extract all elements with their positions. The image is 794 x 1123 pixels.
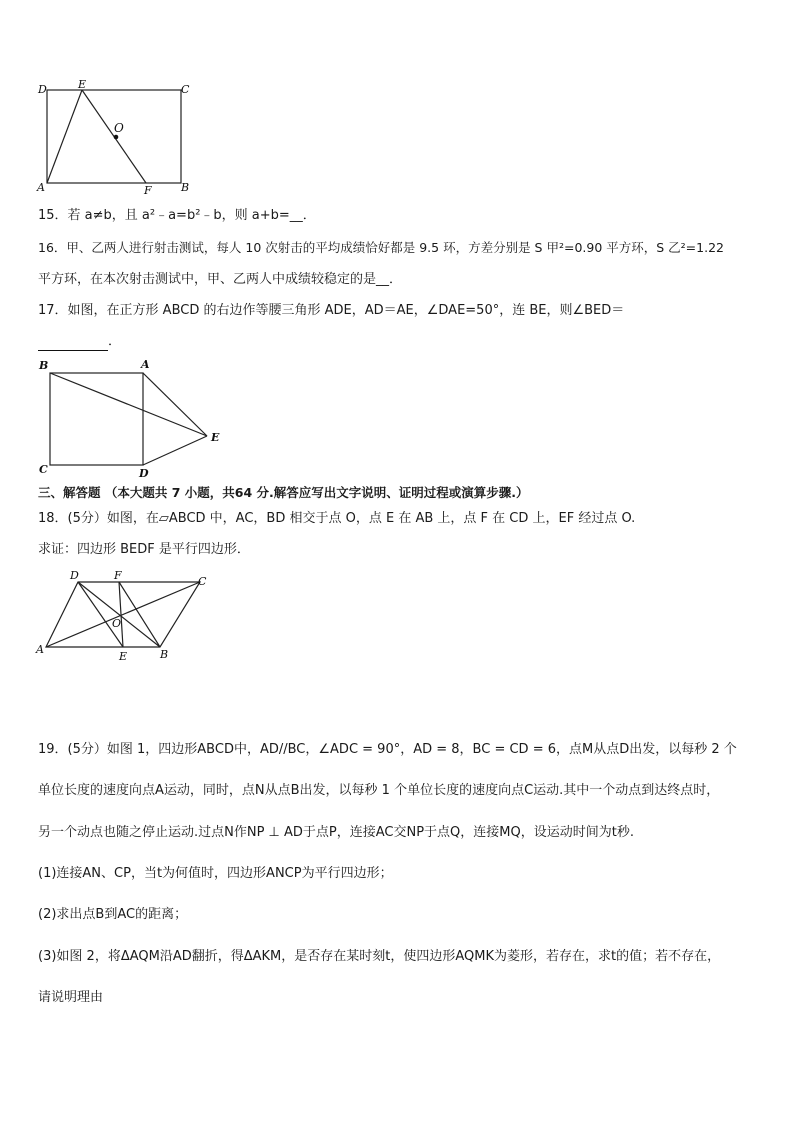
question-19-line3: 另一个动点也随之停止运动.过点N作NP ⊥ AD于点P，连接AC交NP于点Q，连接MQ，设运动时间为t秒. — [38, 825, 634, 840]
label-C: C — [181, 83, 190, 96]
label-A: A — [36, 643, 44, 656]
label-B: B — [39, 359, 49, 372]
question-16-line2: 平方环，在本次射击测试中，甲、乙两人中成绩较稳定的是__． — [38, 272, 403, 287]
label-F: F — [144, 184, 152, 197]
label-F: F — [114, 569, 122, 582]
question-19-line2: 单位长度的速度向点A运动，同时，点N从点B出发，以每秒 1 个单位长度的速度向点C运动.其中一个动点到达终点时， — [38, 783, 720, 798]
question-17-line1: 17．如图，在正方形 ABCD 的右边作等腰三角形 ADE，AD＝AE，∠DAE=50°，连 BE，则∠BED＝ — [38, 303, 625, 318]
figure-square-abcd — [35, 358, 225, 480]
section-3-heading: 三、解答题 （本大题共 7 小题，共64 分.解答应写出文字说明、证明过程或演算步骤.） — [38, 485, 529, 500]
question-19-part1: (1)连接AN、CP，当t为何值时，四边形ANCP为平行四边形； — [38, 866, 393, 881]
label-C: C — [198, 575, 207, 588]
question-19-part3-cont: 请说明理由 — [38, 990, 104, 1005]
question-16-line1: 16．甲、乙两人进行射击测试，每人 10 次射击的平均成绩恰好都是 9.5 环，方差分别是 S 甲²=0.90 平方环，S 乙²=1.22 — [38, 240, 724, 255]
label-O: O — [112, 617, 122, 630]
label-E: E — [211, 431, 220, 444]
label-C: C — [39, 463, 48, 476]
label-D: D — [70, 569, 79, 582]
answer-blank — [38, 336, 108, 351]
figure-parallelogram-abcd — [30, 565, 220, 665]
label-D: D — [139, 467, 149, 480]
label-E: E — [119, 650, 128, 663]
label-A: A — [37, 181, 45, 194]
label-E: E — [78, 78, 87, 91]
label-B: B — [181, 181, 190, 194]
question-19-line1: 19．(5分）如图 1，四边形ABCD中，AD//BC，∠ADC = 90°，AD = 8，BC = CD = 6，点M从点D出发，以每秒 2 个 — [38, 742, 737, 757]
label-B: B — [160, 648, 169, 661]
figure-rectangle-abcd — [30, 78, 200, 198]
question-18-line1: 18．(5分）如图，在▱ABCD 中，AC，BD 相交于点 O，点 E 在 AB 上，点 F 在 CD 上，EF 经过点 O. — [38, 511, 636, 526]
label-A: A — [141, 358, 150, 371]
question-19-part3: (3)如图 2，将ΔAQM沿AD翻折，得ΔAKM，是否存在某时刻t，使四边形AQMK为菱形，若存在，求t的值；若不存在， — [38, 949, 721, 964]
label-O: O — [114, 121, 124, 135]
label-D: D — [38, 83, 47, 96]
question-15: 15．若 a≠b，且 a²﹣a=b²﹣b，则 a+b=__． — [38, 208, 316, 223]
question-19-part2: (2)求出点B到AC的距离； — [38, 907, 188, 922]
question-18-line2: 求证：四边形 BEDF 是平行四边形． — [38, 542, 250, 557]
question-17-line2: ． — [38, 333, 121, 351]
